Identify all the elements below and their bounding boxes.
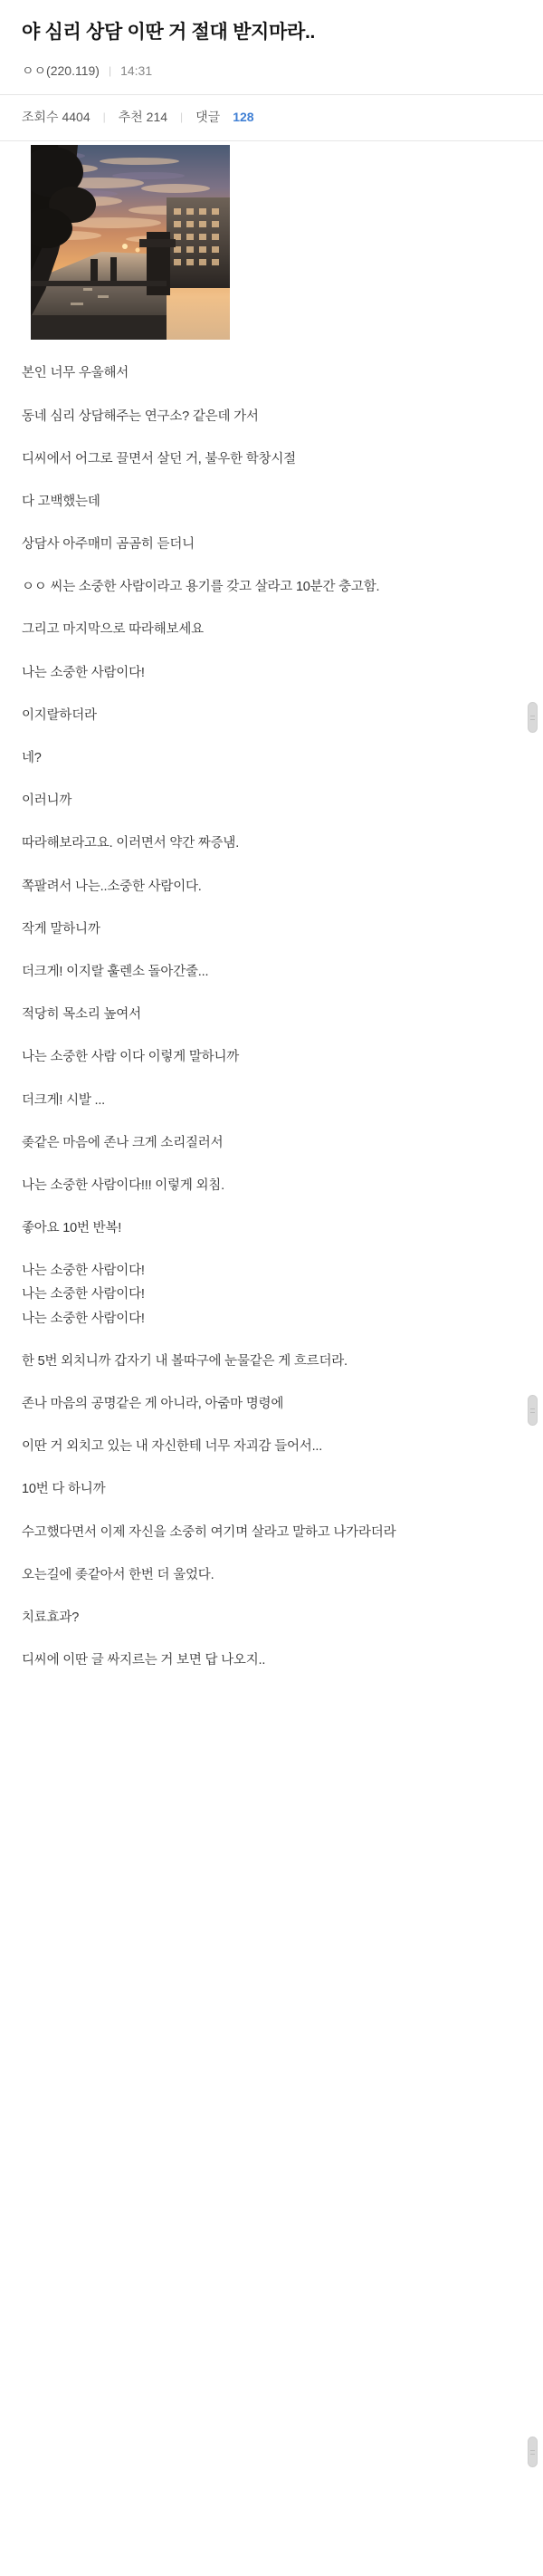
scrollbar-thumb[interactable] — [528, 702, 538, 733]
page-title: 야 심리 상담 이딴 거 절대 받지마라.. — [22, 22, 316, 43]
post-paragraph: 상담사 아주매미 곰곰히 듣더니 — [22, 537, 195, 553]
view-count: 조회수 4404 — [22, 110, 90, 125]
post-paragraph: 그리고 마지막으로 따라해보세요 — [22, 622, 204, 638]
post-paragraph: 이러니까 — [22, 793, 72, 809]
post-time: 14:31 — [120, 63, 153, 79]
meta-separator-1: | — [102, 111, 106, 124]
post-paragraph: 적당히 목소리 높여서 — [22, 1007, 141, 1023]
post-paragraph: 다 고백했는데 — [22, 494, 100, 509]
post-paragraph: 네? — [22, 751, 42, 766]
post-paragraph: 좋아요 10번 반복! — [22, 1221, 122, 1236]
post-paragraph: 좆같은 마음에 존나 크게 소리질러서 — [22, 1135, 224, 1150]
recommend-count[interactable]: 추천 214 — [118, 110, 168, 125]
scroll-grip-line — [530, 1408, 535, 1409]
author-name: ㅇㅇ(220.119) — [22, 63, 100, 79]
post-paragraph: 한 5번 외치니까 갑자기 내 볼따구에 눈물같은 게 흐르더라. — [22, 1353, 348, 1369]
post-paragraph: 오는길에 좆같아서 한번 더 울었다. — [22, 1567, 214, 1582]
scrollbar-thumb[interactable] — [528, 2437, 538, 2467]
post-paragraph: 나는 소중한 사람이다! — [22, 1311, 145, 1326]
post-paragraph: 나는 소중한 사람이다! — [22, 665, 145, 680]
post-image[interactable] — [31, 145, 230, 340]
post-paragraph: 더크게! 이지랄 훌렌소 돌아간줄... — [22, 964, 209, 979]
meta-divider — [0, 140, 543, 141]
post-paragraph: 더크게! 시발 ... — [22, 1092, 106, 1108]
post-paragraph: 나는 소중한 사람이다! — [22, 1264, 145, 1279]
post-paragraph: 10번 다 하니까 — [22, 1482, 106, 1497]
post-body — [0, 145, 543, 1729]
post-paragraph: ㅇㅇ 씨는 소중한 사람이라고 용기를 갖고 살라고 10분간 충고함. — [22, 580, 380, 595]
scroll-grip-line — [530, 1412, 535, 1413]
meta-separator-2: | — [180, 111, 184, 124]
scrollbar-thumb[interactable] — [528, 1395, 538, 1426]
scroll-grip-line — [530, 719, 535, 720]
post-meta — [0, 95, 543, 140]
post-header — [0, 0, 543, 94]
comment-count[interactable]: 128 — [233, 110, 254, 125]
post-paragraph: 나는 소중한 사람이다! — [22, 1287, 145, 1302]
post-paragraph: 동네 심리 상담해주는 연구소? 같은데 가서 — [22, 409, 259, 424]
scroll-grip-line — [530, 2450, 535, 2451]
post-paragraph: 이지랄하더라 — [22, 707, 97, 723]
post-paragraph: 본인 너무 우울해서 — [22, 366, 129, 381]
post-paragraph: 나는 소중한 사람 이다 이렇게 말하니까 — [22, 1050, 240, 1065]
post-paragraph: 치료효과? — [22, 1610, 80, 1625]
post-paragraph: 따라해보라고요. 이러면서 약간 짜증냄. — [22, 836, 240, 851]
post-paragraph: 이딴 거 외치고 있는 내 자신한테 너무 자괴감 들어서... — [22, 1439, 323, 1455]
author-separator: | — [108, 64, 112, 78]
author-row — [22, 62, 521, 94]
comment-label[interactable]: 댓글 — [195, 110, 221, 125]
post-paragraph: 수고했다면서 이제 자신을 소중히 여기며 살라고 말하고 나가라더라 — [22, 1524, 396, 1540]
post-paragraph: 디씨에서 어그로 끌면서 살던 거, 불우한 학창시절 — [22, 451, 296, 466]
post-paragraph: 디씨에 이딴 글 싸지르는 거 보면 답 나오지.. — [22, 1653, 266, 1668]
scroll-grip-line — [530, 2454, 535, 2455]
post-paragraph: 작게 말하니까 — [22, 921, 100, 937]
post-paragraph: 쪽팔려서 나는..소중한 사람이다. — [22, 879, 202, 894]
post-paragraph: 나는 소중한 사람이다!!! 이렇게 외침. — [22, 1177, 224, 1193]
post-paragraph: 존나 마음의 공명같은 게 아니라, 아줌마 명령에 — [22, 1397, 284, 1412]
